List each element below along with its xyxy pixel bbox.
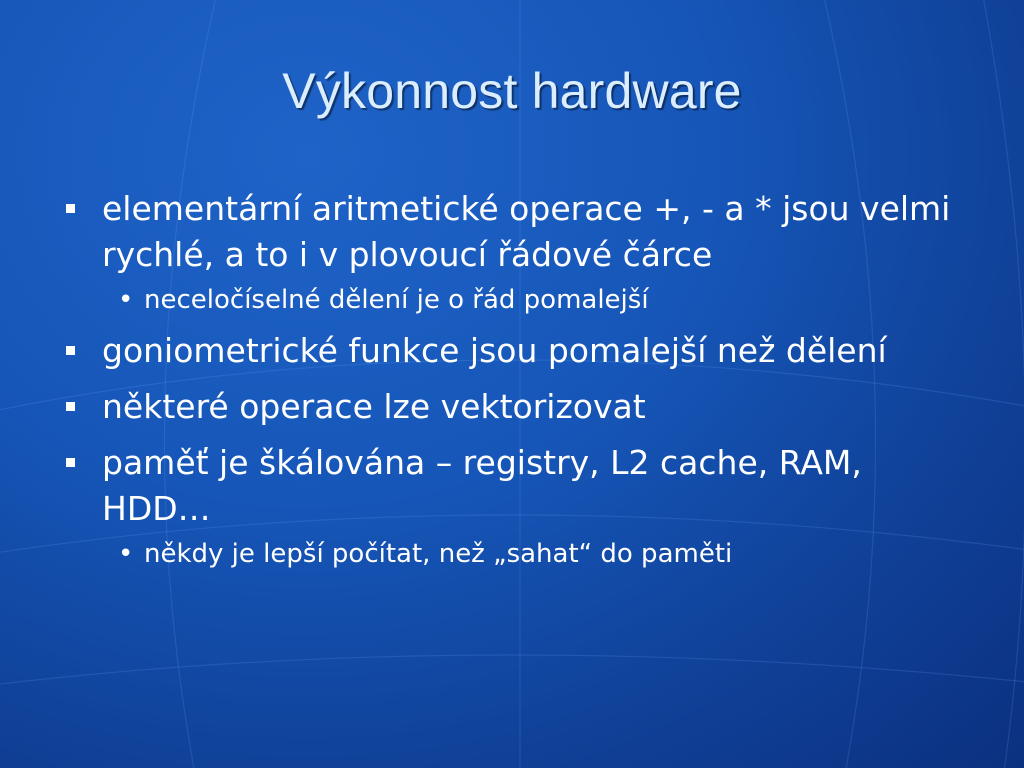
square-bullet-icon [66,402,75,411]
bullet-text: elementární aritmetické operace +, - a * jsou velmi rychlé, a to i v plovoucí řádové čárce [102,189,951,274]
bullet-item [60,186,960,278]
square-bullet-icon [66,204,75,213]
sub-bullet-text: neceločíselné dělení je o řád pomalejší [144,285,649,315]
dot-bullet-icon: • [118,285,134,315]
bullet-text: paměť je škálována – registry, L2 cache, RAM, HDD… [102,443,862,528]
slide-title: Výkonnost hardware [282,63,742,119]
sub-bullet-item [60,534,960,574]
slide-content [60,186,960,582]
square-bullet-icon [66,346,75,355]
bullet-item [60,384,960,430]
square-bullet-icon [66,458,75,467]
bullet-item [60,328,960,374]
bullet-item [60,440,960,532]
dot-bullet-icon: • [118,539,134,569]
sub-bullet-item [60,280,960,320]
bullet-text: některé operace lze vektorizovat [102,387,646,426]
bullet-text: goniometrické funkce jsou pomalejší než dělení [102,331,887,370]
sub-bullet-text: někdy je lepší počítat, než „sahat“ do paměti [144,539,733,569]
